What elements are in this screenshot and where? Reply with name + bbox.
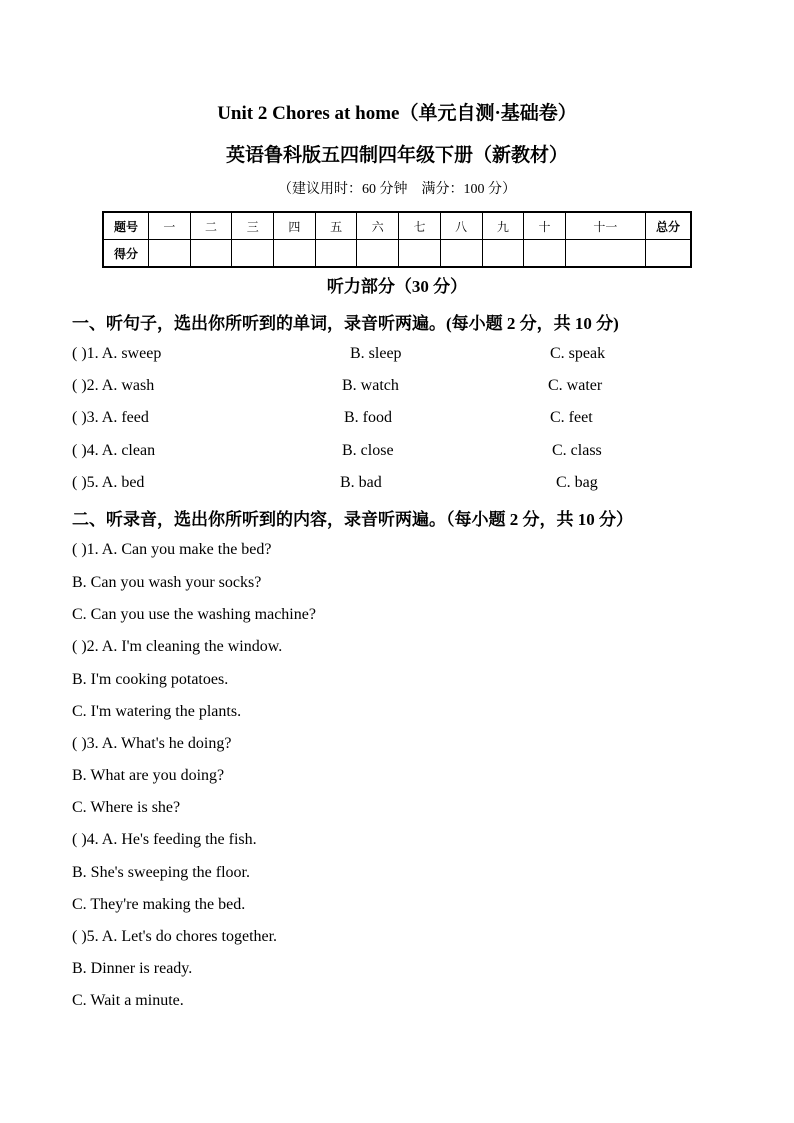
question-stem: ( )1. A. sweep [72, 345, 162, 362]
option-b: B. bad [340, 474, 382, 491]
listening-section-title: 听力部分（30 分） [326, 277, 468, 296]
score-cell[interactable] [357, 240, 399, 268]
score-table-col: 七 [399, 212, 441, 240]
option-line: B. She's sweeping the floor. [72, 864, 250, 881]
option-line: C. Wait a minute. [72, 992, 184, 1009]
option-line: B. I'm cooking potatoes. [72, 671, 229, 688]
score-cell[interactable] [190, 240, 232, 268]
score-table [102, 211, 692, 268]
option-c: C. water [548, 377, 603, 394]
time-note: （建议用时：60 分钟 满分：100 分） [278, 182, 516, 197]
page-title: Unit 2 Chores at home（单元自测·基础卷） [217, 103, 577, 124]
score-table-col: 六 [357, 212, 399, 240]
score-cell[interactable] [149, 240, 191, 268]
score-table-col: 三 [232, 212, 274, 240]
question-row [72, 377, 732, 399]
question-line: ( )2. A. I'm cleaning the window. [72, 638, 283, 655]
score-cell-total[interactable] [646, 240, 692, 268]
question-line: ( )5. A. Let's do chores together. [72, 928, 278, 945]
score-cell[interactable] [482, 240, 524, 268]
score-table-row-label: 题号 [103, 212, 149, 240]
question-stem: ( )2. A. wash [72, 377, 155, 394]
question-row [72, 345, 732, 367]
option-line: B. Can you wash your socks? [72, 574, 262, 591]
option-line: B. What are you doing? [72, 767, 225, 784]
score-table-col: 一 [149, 212, 191, 240]
option-c: C. class [552, 442, 602, 459]
option-b: B. food [344, 409, 392, 426]
option-c: C. bag [556, 474, 598, 491]
question-line: ( )1. A. Can you make the bed? [72, 541, 272, 558]
option-b: B. close [342, 442, 394, 459]
score-cell[interactable] [565, 240, 645, 268]
question-line: ( )4. A. He's feeding the fish. [72, 831, 257, 848]
score-cell[interactable] [399, 240, 441, 268]
question-row [72, 409, 732, 431]
question-line: ( )3. A. What's he doing? [72, 735, 232, 752]
score-table-score-row [103, 240, 691, 268]
option-b: B. watch [342, 377, 399, 394]
score-cell[interactable] [232, 240, 274, 268]
score-table-row-label: 得分 [103, 240, 149, 268]
option-line: C. I'm watering the plants. [72, 703, 242, 720]
score-cell[interactable] [274, 240, 316, 268]
score-cell[interactable] [315, 240, 357, 268]
option-b: B. sleep [350, 345, 402, 362]
option-line: C. Where is she? [72, 799, 181, 816]
question-row [72, 442, 732, 464]
score-table-col: 十 [524, 212, 566, 240]
score-table-col: 四 [274, 212, 316, 240]
score-table-col: 八 [440, 212, 482, 240]
part1-heading: 一、听句子，选出你所听到的单词，录音听两遍。(每小题 2 分，共 10 分) [72, 314, 619, 333]
part2-heading: 二、听录音，选出你所听到的内容，录音听两遍。（每小题 2 分，共 10 分） [72, 510, 633, 529]
option-line: B. Dinner is ready. [72, 960, 193, 977]
option-c: C. speak [550, 345, 606, 362]
question-stem: ( )4. A. clean [72, 442, 156, 459]
score-table-col: 五 [315, 212, 357, 240]
score-table-col: 二 [190, 212, 232, 240]
question-stem: ( )3. A. feed [72, 409, 149, 426]
score-cell[interactable] [440, 240, 482, 268]
question-stem: ( )5. A. bed [72, 474, 145, 491]
score-table-col: 十一 [565, 212, 645, 240]
option-line: C. They're making the bed. [72, 896, 246, 913]
option-c: C. feet [550, 409, 593, 426]
score-table-col-total: 总分 [646, 212, 692, 240]
option-line: C. Can you use the washing machine? [72, 606, 316, 623]
score-table-header-row [103, 212, 691, 240]
page-subtitle: 英语鲁科版五四制四年级下册（新教材） [225, 145, 568, 166]
score-cell[interactable] [524, 240, 566, 268]
question-row [72, 474, 732, 496]
score-table-col: 九 [482, 212, 524, 240]
